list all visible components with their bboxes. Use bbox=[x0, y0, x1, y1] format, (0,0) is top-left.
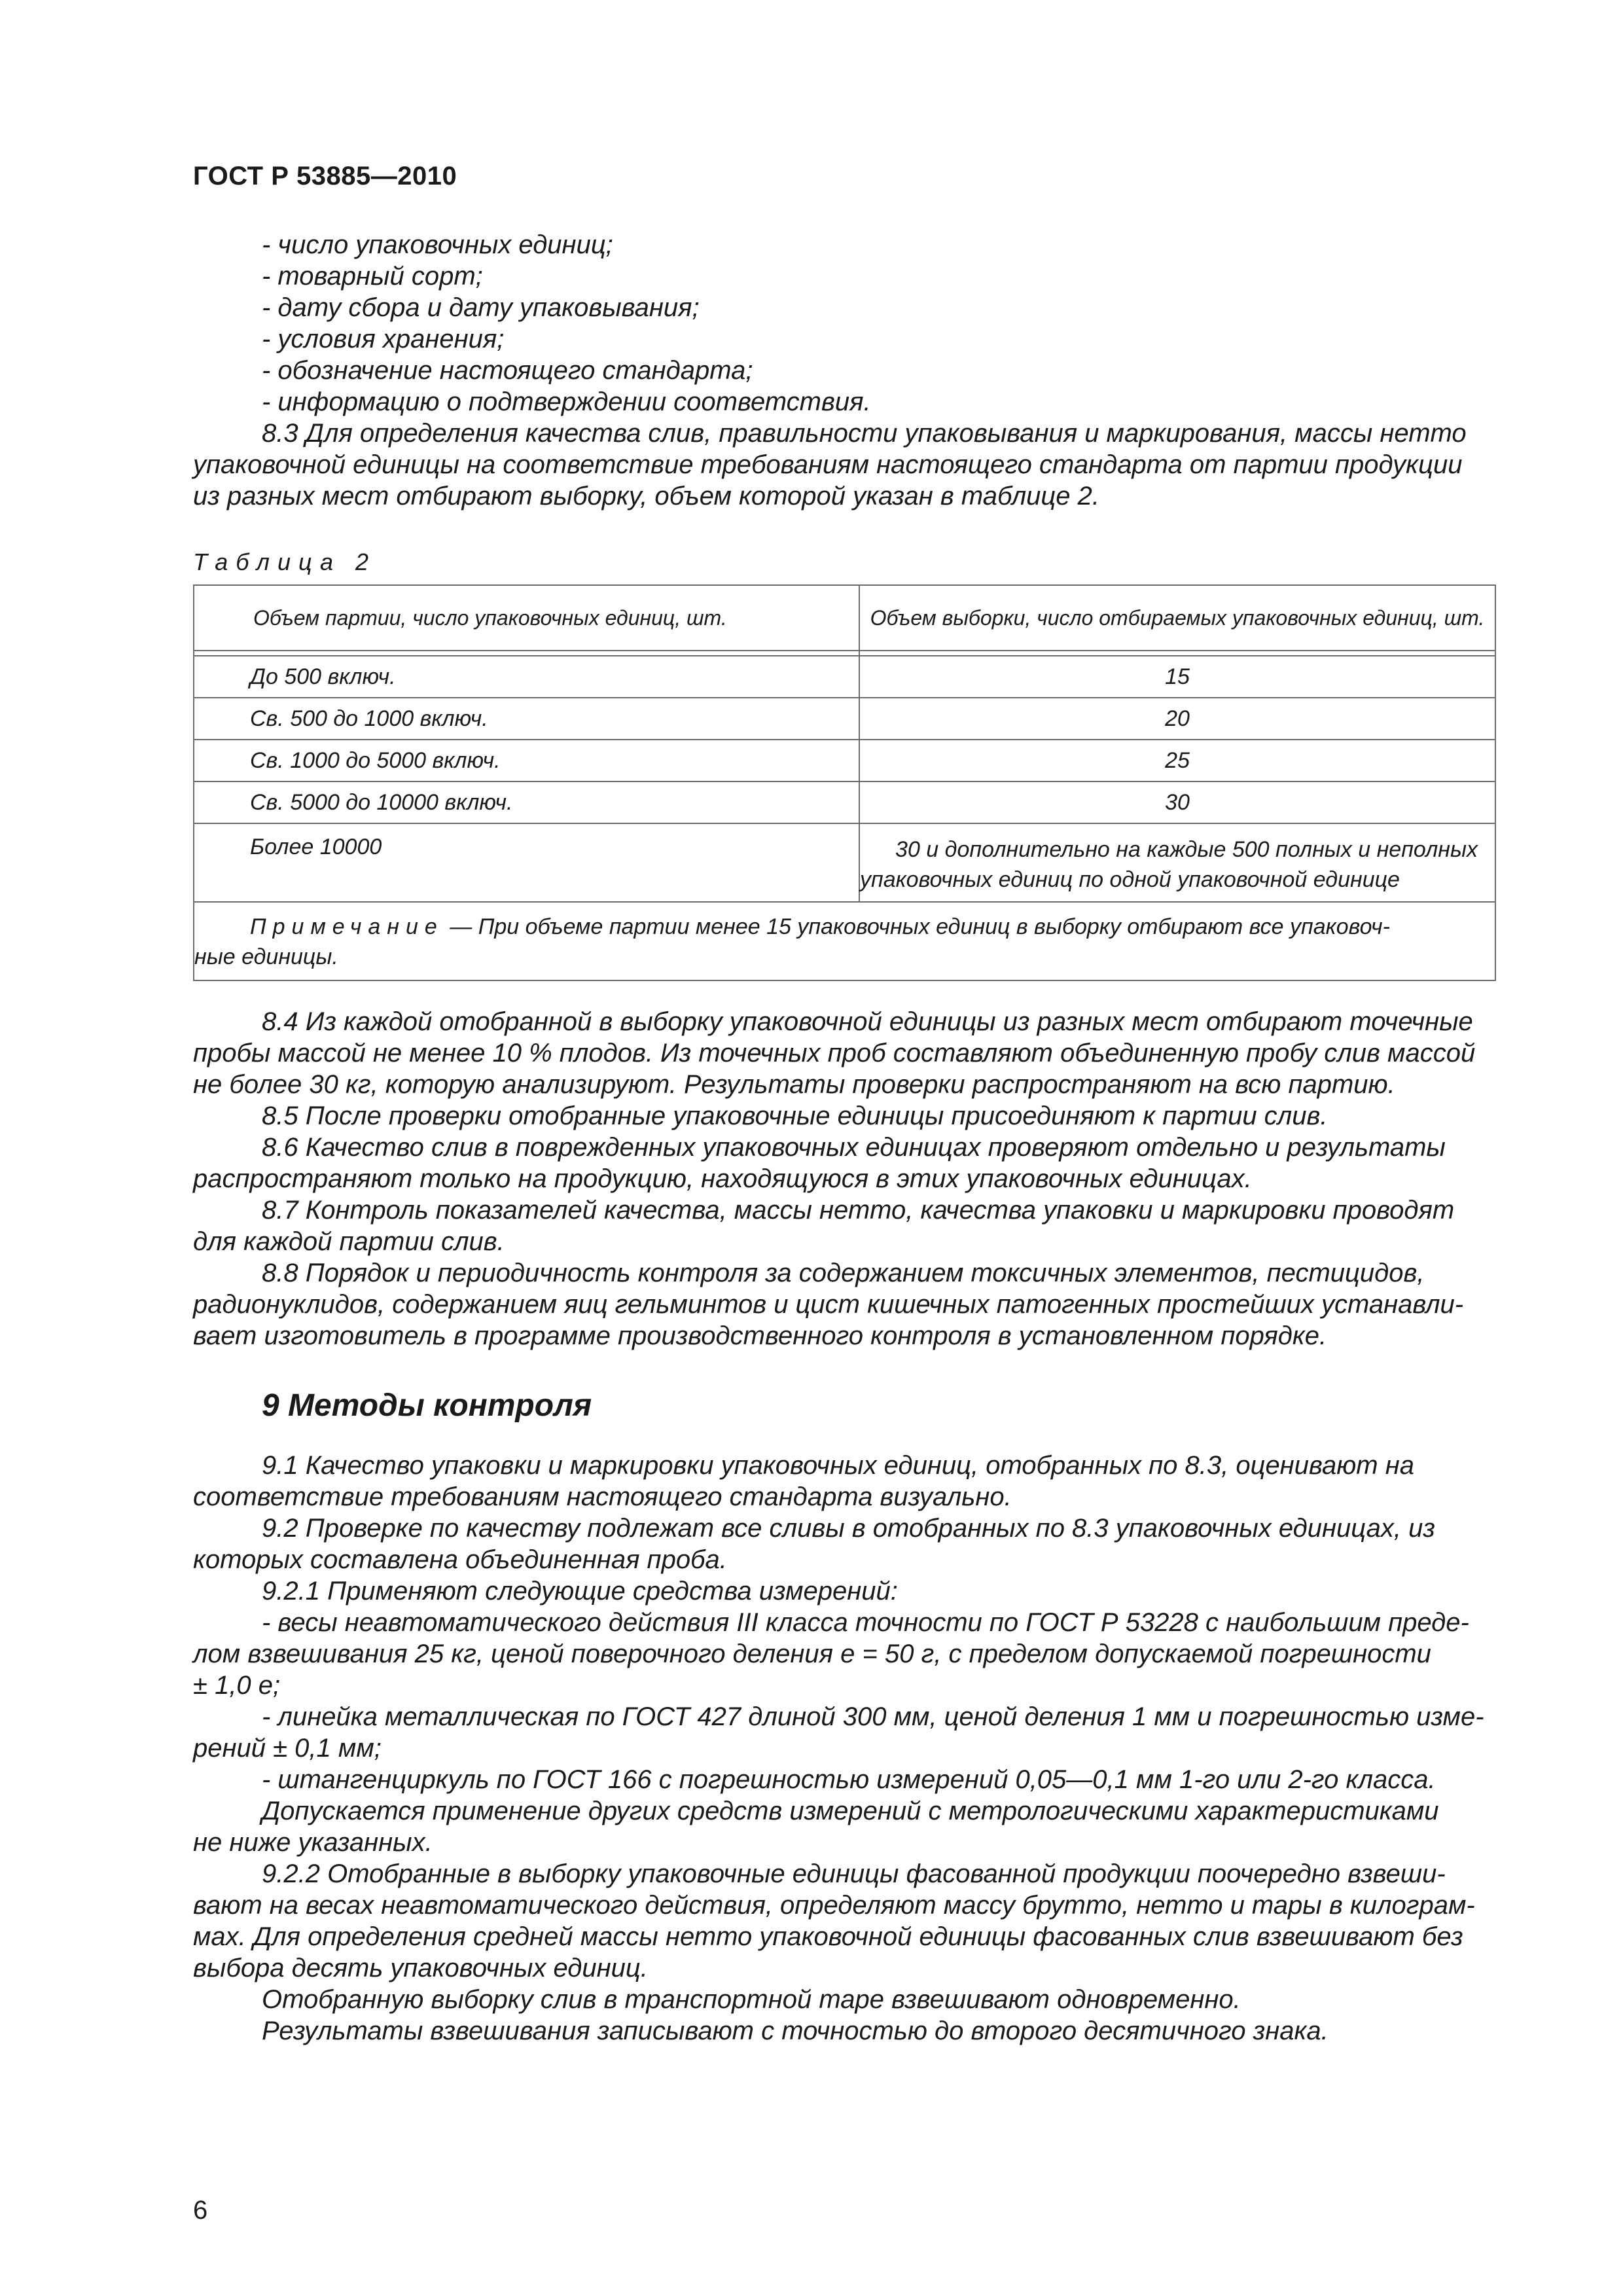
table-cell-lot: До 500 включ. bbox=[194, 656, 859, 698]
table-caption: Таблица 2 bbox=[193, 548, 377, 575]
table-note bbox=[194, 902, 1495, 980]
paragraph-line: пробы массой не менее 10 % плодов. Из точечных проб составляют объединенную пробу слив массой bbox=[193, 1039, 1476, 1067]
paragraph-line: лом взвешивания 25 кг, ценой поверочного деления е = 50 г, с пределом допускаемой погрешности bbox=[193, 1640, 1431, 1668]
paragraph-line: 8.6 Качество слив в поврежденных упаковочных единицах проверяют отдельно и результаты bbox=[262, 1133, 1446, 1162]
table-row bbox=[194, 740, 1495, 781]
paragraph-line: - штангенциркуль по ГОСТ 166 с погрешностью измерений 0,05—0,1 мм 1-го или 2-го класса. bbox=[262, 1765, 1436, 1794]
paragraph-line: 8.7 Контроль показателей качества, массы нетто, качества упаковки и маркировки проводят bbox=[262, 1196, 1455, 1225]
section-9-paragraphs bbox=[193, 1450, 1495, 2047]
paragraph-line: Результаты взвешивания записывают с точностью до второго десятичного знака. bbox=[262, 2017, 1329, 2045]
paragraph-8-3 bbox=[193, 418, 1495, 512]
table-note-row bbox=[194, 902, 1495, 980]
table-header-separator bbox=[194, 651, 1495, 656]
list-item: - дату сбора и дату упаковывания; bbox=[262, 293, 700, 322]
table-cell-sample: 15 bbox=[859, 656, 1495, 698]
paragraph-line: Отобранную выборку слив в транспортной таре взвешивают одновременно. bbox=[262, 1985, 1241, 2014]
table-cell-sample: 25 bbox=[859, 740, 1495, 781]
paragraph-line: рений ± 0,1 мм; bbox=[193, 1734, 382, 1763]
table-header-lot: Объем партии, число упаковочных единиц, шт. bbox=[194, 585, 859, 651]
table-cell-sample: 20 bbox=[859, 698, 1495, 740]
paragraph-line: упаковочной единицы на соответствие требованиям настоящего стандарта от партии продукции bbox=[193, 450, 1463, 479]
paragraph-line: для каждой партии слив. bbox=[193, 1227, 505, 1256]
paragraph-line: которых составлена объединенная проба. bbox=[193, 1545, 727, 1574]
paragraph-line: 8.3 Для определения качества слив, правильности упаковывания и маркирования, массы нетто bbox=[262, 419, 1467, 448]
list-item: - информацию о подтверждении соответствия. bbox=[262, 387, 871, 416]
paragraph-line: распространяют только на продукцию, находящуюся в этих упаковочных единицах. bbox=[193, 1164, 1252, 1193]
page-number: 6 bbox=[193, 2196, 208, 2225]
paragraph-line: 9.2 Проверке по качеству подлежат все сливы в отобранных по 8.3 упаковочных единицах, из bbox=[262, 1514, 1435, 1543]
paragraph-line: радионуклидов, содержанием яиц гельминтов и цист кишечных патогенных простейших устанавли- bbox=[193, 1290, 1464, 1319]
section-heading: 9 Методы контроля bbox=[262, 1388, 592, 1423]
paragraph-line: ± 1,0 е; bbox=[193, 1671, 281, 1700]
table-cell-sample: 30 bbox=[859, 781, 1495, 823]
table-row bbox=[194, 698, 1495, 740]
table-row bbox=[194, 656, 1495, 698]
note-label: Примечание bbox=[250, 914, 444, 939]
paragraph-line: 9.2.1 Применяют следующие средства измерений: bbox=[262, 1577, 898, 1605]
note-text: ные единицы. bbox=[194, 944, 338, 969]
paragraph-line: соответствие требованиям настоящего стандарта визуально. bbox=[193, 1482, 1012, 1511]
table-row bbox=[194, 781, 1495, 823]
paragraph-line: 9.1 Качество упаковки и маркировки упаковочных единиц, отобранных по 8.3, оценивают на bbox=[262, 1451, 1414, 1480]
paragraph-line: мах. Для определения средней массы нетто упаковочной единицы фасованных слив взвешивают без bbox=[193, 1922, 1463, 1951]
paragraph-line: - весы неавтоматического действия III класса точности по ГОСТ Р 53228 с наибольшим преде- bbox=[262, 1608, 1469, 1637]
table-cell-lot: Св. 1000 до 5000 включ. bbox=[194, 740, 859, 781]
table-cell-line: упаковочных единиц по одной упаковочной единице bbox=[860, 867, 1400, 892]
paragraph-line: не более 30 кг, которую анализируют. Результаты проверки распространяют на всю партию. bbox=[193, 1070, 1395, 1099]
paragraph-line: вают на весах неавтоматического действия, определяют массу брутто, нетто и тары в килограм- bbox=[193, 1891, 1475, 1920]
table-cell-lot: Св. 5000 до 10000 включ. bbox=[194, 781, 859, 823]
paragraph-line: Допускается применение других средств измерений с метрологическими характеристиками bbox=[262, 1797, 1439, 1825]
paragraph-line: вает изготовитель в программе производственного контроля в установленном порядке. bbox=[193, 1321, 1327, 1350]
list-item: - товарный сорт; bbox=[262, 262, 483, 291]
paragraph-line: 9.2.2 Отобранные в выборку упаковочные единицы фасованной продукции поочередно взвеши- bbox=[262, 1859, 1446, 1888]
table-cell-lot: Более 10000 bbox=[194, 823, 859, 902]
table-header-row bbox=[194, 585, 1495, 651]
document-code: ГОСТ Р 53885—2010 bbox=[193, 162, 457, 190]
list-item: - число упаковочных единиц; bbox=[262, 230, 613, 259]
paragraph-line: 8.8 Порядок и периодичность контроля за содержанием токсичных элементов, пестицидов, bbox=[262, 1259, 1425, 1287]
paragraph-line: выбора десять упаковочных единиц. bbox=[193, 1954, 648, 1982]
table-cell-lot: Св. 500 до 1000 включ. bbox=[194, 698, 859, 740]
marking-list bbox=[193, 229, 1495, 418]
table-header-sample: Объем выборки, число отбираемых упаковочных единиц, шт. bbox=[859, 585, 1495, 651]
table-row bbox=[194, 823, 1495, 902]
note-text: — При объеме партии менее 15 упаковочных единиц в выборку отбирают все упаковоч- bbox=[443, 914, 1390, 939]
list-item: - условия хранения; bbox=[262, 325, 505, 353]
paragraph-line: 8.4 Из каждой отобранной в выборку упаковочной единицы из разных мест отбирают точечные bbox=[262, 1007, 1473, 1036]
list-item: - обозначение настоящего стандарта; bbox=[262, 356, 753, 385]
sample-size-table bbox=[193, 584, 1496, 981]
table-cell-line: 30 и дополнительно на каждые 500 полных и неполных bbox=[895, 837, 1478, 862]
table-cell-sample bbox=[859, 823, 1495, 902]
section-8-paragraphs bbox=[193, 1006, 1495, 1352]
paragraph-line: 8.5 После проверки отобранные упаковочные единицы присоединяют к партии слив. bbox=[262, 1102, 1328, 1130]
paragraph-line: из разных мест отбирают выборку, объем которой указан в таблице 2. bbox=[193, 482, 1100, 511]
paragraph-line: - линейка металлическая по ГОСТ 427 длиной 300 мм, ценой деления 1 мм и погрешностью изме- bbox=[262, 1702, 1484, 1731]
paragraph-line: не ниже указанных. bbox=[193, 1828, 433, 1857]
